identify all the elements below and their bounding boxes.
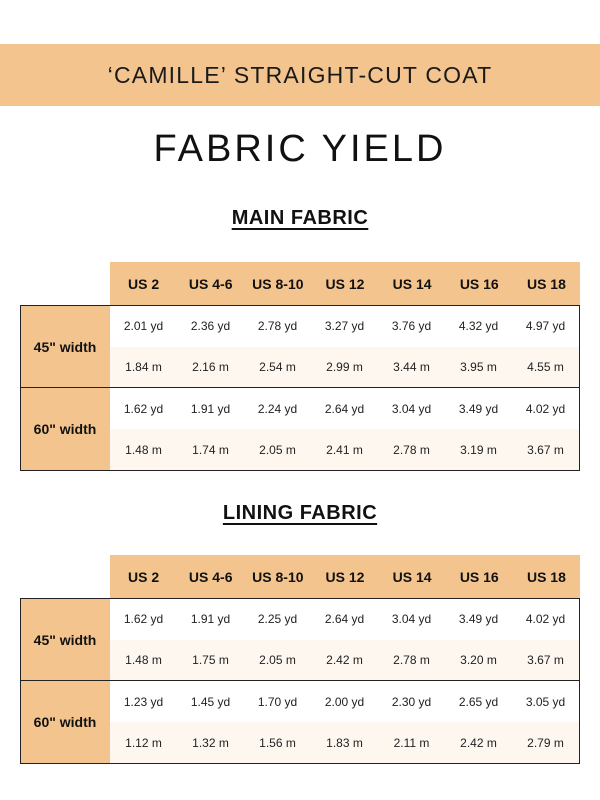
- yield-cell: 1.48 m: [125, 442, 162, 457]
- yield-cell: 2.01 yd: [123, 319, 164, 334]
- size-header-cell: US 8-10: [252, 568, 304, 585]
- yield-cell: 2.64 yd: [324, 612, 365, 627]
- size-header-row: [110, 555, 580, 598]
- yards-row: [110, 599, 579, 640]
- yield-cell: 3.49 yd: [458, 612, 499, 627]
- yield-cell: 2.11 m: [393, 735, 430, 750]
- yield-cell: 1.48 m: [125, 652, 162, 667]
- width-label: 45" width: [21, 599, 110, 680]
- yield-cell: 2.42 m: [326, 652, 363, 667]
- size-header-cell: US 12: [325, 275, 365, 292]
- size-header-cell: US 16: [459, 568, 499, 585]
- yards-row: [110, 306, 579, 347]
- yield-cell: 1.91 yd: [190, 612, 231, 627]
- yield-cell: 1.45 yd: [190, 694, 231, 709]
- yield-cell: 4.02 yd: [525, 401, 566, 416]
- yield-cell: 3.76 yd: [391, 319, 432, 334]
- yield-cell: 3.44 m: [393, 359, 430, 374]
- yield-cell: 3.67 m: [527, 442, 564, 457]
- yield-cell: 2.99 m: [326, 359, 363, 374]
- lining-fabric-table: [20, 555, 580, 764]
- yield-cell: 2.16 m: [192, 359, 229, 374]
- width-group: [20, 681, 580, 764]
- yield-cell: 2.00 yd: [324, 694, 365, 709]
- yield-cell: 2.78 m: [393, 652, 430, 667]
- width-label: 60" width: [21, 681, 110, 763]
- yield-cell: 1.23 yd: [123, 694, 164, 709]
- yield-cell: 2.78 m: [393, 442, 430, 457]
- yield-cell: 1.62 yd: [123, 612, 164, 627]
- yield-cell: 1.91 yd: [190, 401, 231, 416]
- yield-cell: 3.19 m: [460, 442, 497, 457]
- size-header-cell: US 4-6: [188, 275, 233, 292]
- yield-cell: 2.05 m: [259, 652, 296, 667]
- yield-cell: 3.20 m: [460, 652, 497, 667]
- width-group: [20, 388, 580, 471]
- yield-cell: 1.84 m: [125, 359, 162, 374]
- banner-title: ‘CAMILLE’ STRAIGHT-CUT COAT: [0, 44, 600, 106]
- yield-cell: 3.95 m: [460, 359, 497, 374]
- page-title: FABRIC YIELD: [153, 128, 447, 170]
- yield-cell: 3.04 yd: [391, 612, 432, 627]
- yield-cell: 4.97 yd: [525, 319, 566, 334]
- yield-cell: 2.54 m: [259, 359, 296, 374]
- yield-cell: 3.04 yd: [391, 401, 432, 416]
- yield-cell: 2.78 yd: [257, 319, 298, 334]
- yield-cell: 3.49 yd: [458, 401, 499, 416]
- width-group: [20, 598, 580, 681]
- yield-cell: 3.67 m: [527, 652, 564, 667]
- width-label: 60" width: [21, 388, 110, 470]
- yield-cell: 2.64 yd: [324, 401, 365, 416]
- yield-cell: 1.32 m: [192, 735, 229, 750]
- meters-row: [110, 429, 579, 470]
- size-header-cell: US 16: [459, 275, 499, 292]
- width-label: 45" width: [21, 306, 110, 387]
- yield-cell: 1.83 m: [326, 735, 363, 750]
- yield-cell: 2.65 yd: [458, 694, 499, 709]
- main-fabric-table: [20, 262, 580, 471]
- yield-cell: 1.62 yd: [123, 401, 164, 416]
- size-header-cell: US 2: [128, 275, 160, 292]
- yield-cell: 1.75 m: [192, 652, 229, 667]
- yield-cell: 1.56 m: [259, 735, 296, 750]
- size-header-cell: US 18: [526, 275, 566, 292]
- meters-row: [110, 640, 579, 681]
- yield-cell: 2.05 m: [259, 442, 296, 457]
- yield-cell: 4.55 m: [527, 359, 564, 374]
- yield-cell: 2.41 m: [326, 442, 363, 457]
- yield-cell: 2.24 yd: [257, 401, 298, 416]
- yield-cell: 3.05 yd: [525, 694, 566, 709]
- yield-cell: 3.27 yd: [324, 319, 365, 334]
- yield-cell: 2.42 m: [460, 735, 497, 750]
- size-header-cell: US 2: [128, 568, 160, 585]
- yards-row: [110, 388, 579, 429]
- yield-cell: 2.25 yd: [257, 612, 298, 627]
- yield-cell: 2.36 yd: [190, 319, 231, 334]
- lining-fabric-title: LINING FABRIC: [222, 502, 378, 524]
- width-group: [20, 305, 580, 388]
- yield-cell: 1.70 yd: [257, 694, 298, 709]
- yards-row: [110, 681, 579, 722]
- yield-cell: 4.32 yd: [458, 319, 499, 334]
- yield-cell: 4.02 yd: [525, 612, 566, 627]
- size-header-cell: US 18: [526, 568, 566, 585]
- size-header-cell: US 4-6: [188, 568, 233, 585]
- yield-cell: 1.74 m: [192, 442, 229, 457]
- yield-cell: 2.30 yd: [391, 694, 432, 709]
- yield-cell: 2.79 m: [527, 735, 564, 750]
- size-header-cell: US 14: [392, 275, 432, 292]
- size-header-cell: US 14: [392, 568, 432, 585]
- size-header-cell: US 12: [325, 568, 365, 585]
- size-header-cell: US 8-10: [252, 275, 304, 292]
- meters-row: [110, 347, 579, 388]
- size-header-row: [110, 262, 580, 305]
- main-fabric-title: MAIN FABRIC: [231, 207, 369, 229]
- yield-cell: 1.12 m: [125, 735, 162, 750]
- meters-row: [110, 722, 579, 763]
